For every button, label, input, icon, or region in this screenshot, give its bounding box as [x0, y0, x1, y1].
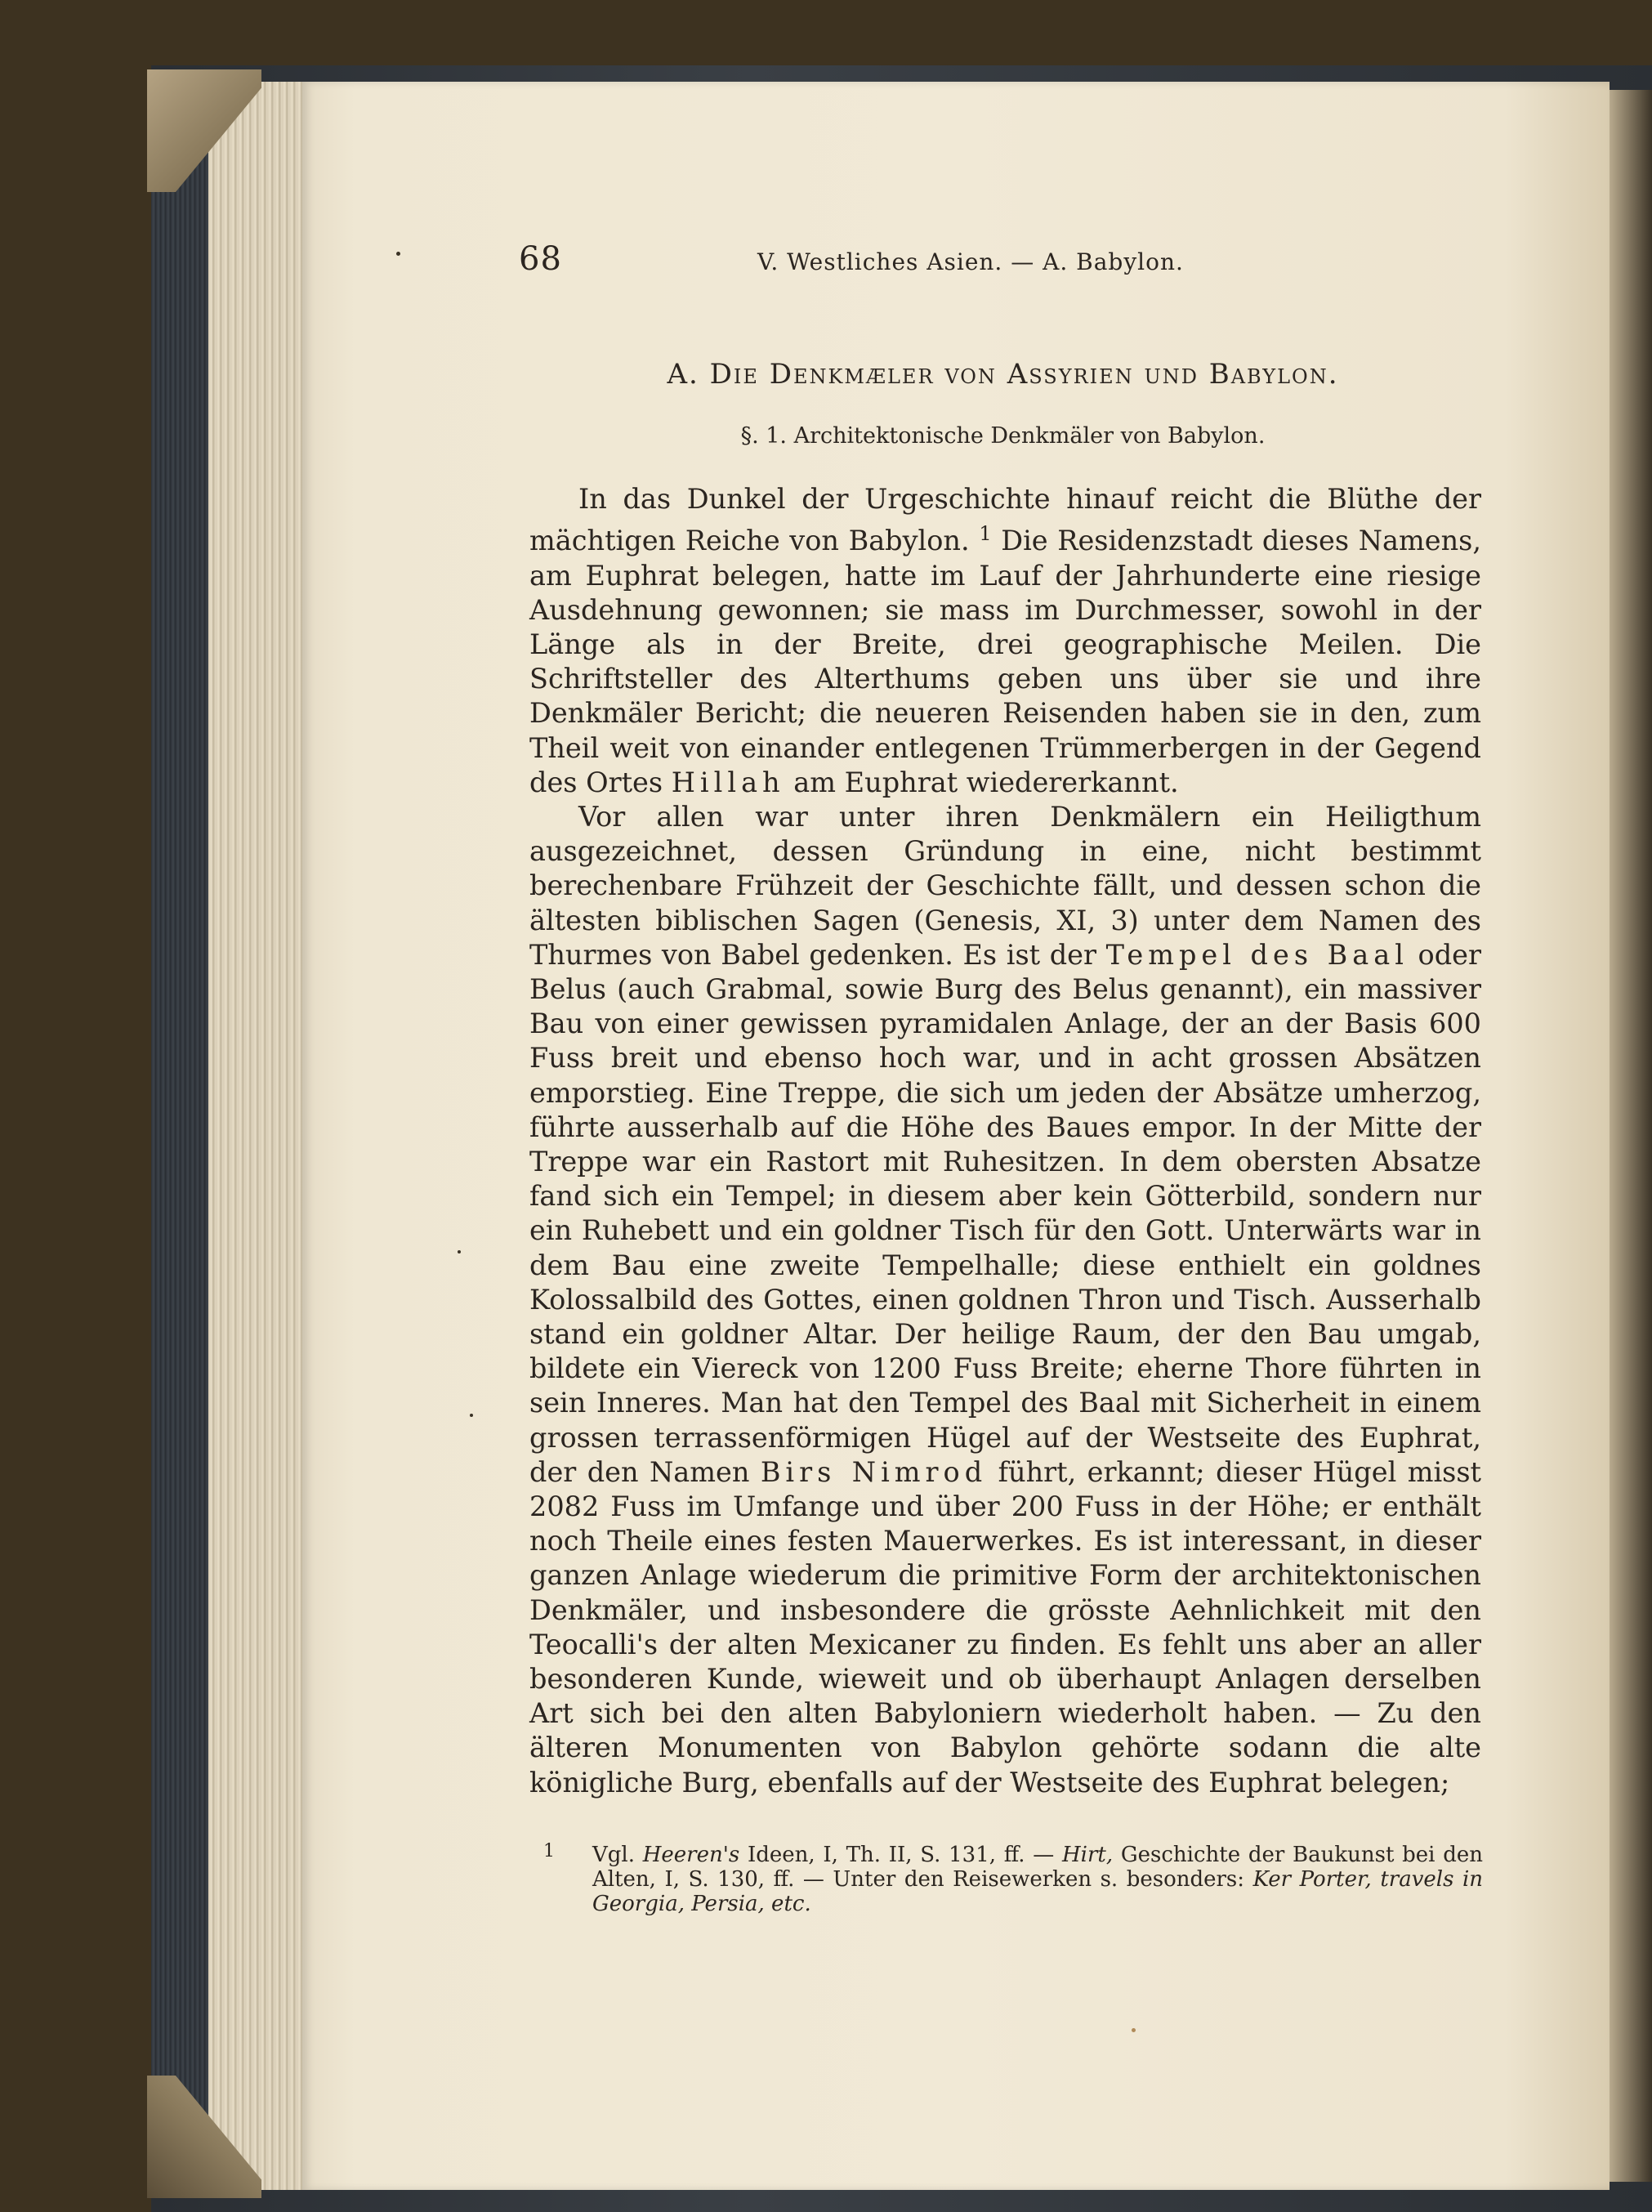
- footnote-reference: 1: [979, 522, 992, 546]
- paper-speck: [458, 1250, 461, 1253]
- running-header: [519, 240, 1483, 286]
- paragraph-1: In das Dunkel der Urgeschichte hinauf reicht die Blüthe der mächtigen Reiche von Babylon. $^1$ Die Residenzstadt dieses Namens, am Euphrat belegen, hatte im Lauf der Jahrhunderte eine riesige Ausdehnung gewonnen; sie mass im Durchmesser, sowohl in der Länge als in der Breite, drei geographische Meilen. Die Schriftsteller des Alterthums geben uns über sie und ihre Denkmäler Bericht; die neueren Reisenden haben sie in den, zum Theil weit von einander entlegenen Trümmerbergen in der Gegend des Ortes Hillah am Euphrat wiedererkannt.: [529, 483, 1481, 798]
- page-stack-edges: [208, 82, 306, 2190]
- running-title: V. Westliches Asien. — A. Babylon.: [757, 248, 1184, 275]
- body-text: [529, 482, 1481, 1800]
- section-title: §. 1. Architektonische Denkmäler von Babylon.: [740, 423, 1266, 449]
- page-right-edge: [1610, 90, 1652, 2182]
- page-number: 68: [519, 240, 562, 278]
- footnote-text: Vgl. Heeren's Ideen, I, Th. II, S. 131, ff. — Hirt, Geschichte der Baukunst bei den Alten, I, S. 130, ff. — Unter den Reisewerken s. besonders: Ker Porter, travels in Georgia, Persia, etc.: [592, 1843, 1484, 1916]
- chapter-title: A. Die Denkmæler von Assyrien und Babylon.: [667, 358, 1339, 391]
- book-spine-edge: [151, 78, 212, 2190]
- paper-speck: [1132, 2028, 1136, 2032]
- paper-speck: [396, 252, 400, 256]
- footnote-mark: 1: [543, 1841, 555, 1861]
- paper-speck: [470, 1414, 473, 1417]
- paragraph-2: Vor allen war unter ihren Denkmälern ein Heiligthum ausgezeichnet, dessen Gründung in eine, nicht bestimmt berechenbare Frühzeit der Geschichte fällt, und dessen schon die ältesten biblischen Sagen (Genesis, XI, 3) unter dem Namen des Thurmes von Babel gedenken. Es ist der Tempel des Baal oder Belus (auch Grabmal, sowie Burg des Belus genannt), ein massiver Bau von einer gewissen pyramidalen Anlage, der an der Basis 600 Fuss breit und ebenso hoch war, und in acht grossen Absätzen emporstieg. Eine Treppe, die sich um jeden der Absätze umherzog, führte ausserhalb auf die Höhe des Baues empor. In der Mitte der Treppe war ein Rastort mit Ruhesitzen. In dem obersten Absatze fand sich ein Tempel; in diesem aber kein Götterbild, sondern nur ein Ruhebett und ein goldner Tisch für den Gott. Unterwärts war in dem Bau eine zweite Tempelhalle; diese enthielt ein goldnes Kolossalbild des Gottes, einen goldnen Thron und Tisch. Ausserhalb stand ein goldner Altar. Der heilige Raum, der den Bau umgab, bildete ein Viereck von 1200 Fuss Breite; eherne Thore führten in sein Inneres. Man hat den Tempel des Baal mit Sicherheit in einem grossen terrassenförmigen Hügel auf der Westseite des Euphrat, der den Namen Birs Nimrod führt, erkannt; dieser Hügel misst 2082 Fuss im Umfange und über 200 Fuss in der Höhe; er enthält noch Theile eines festen Mauerwerkes. Es ist interessant, in dieser ganzen Anlage wiederum die primitive Form der architektonischen Denkmäler, und insbesondere die grösste Aehnlichkeit mit den Teocalli's der alten Mexicaner zu finden. Es fehlt uns aber an aller besonderen Kunde, wieweit und ob überhaupt Anlagen derselben Art sich bei den alten Babyloniern wiederholt haben. — Zu den älteren Monumenten von Babylon gehörte sodann die alte königliche Burg, ebenfalls auf der Westseite des Euphrat belegen;: [529, 800, 1482, 1799]
